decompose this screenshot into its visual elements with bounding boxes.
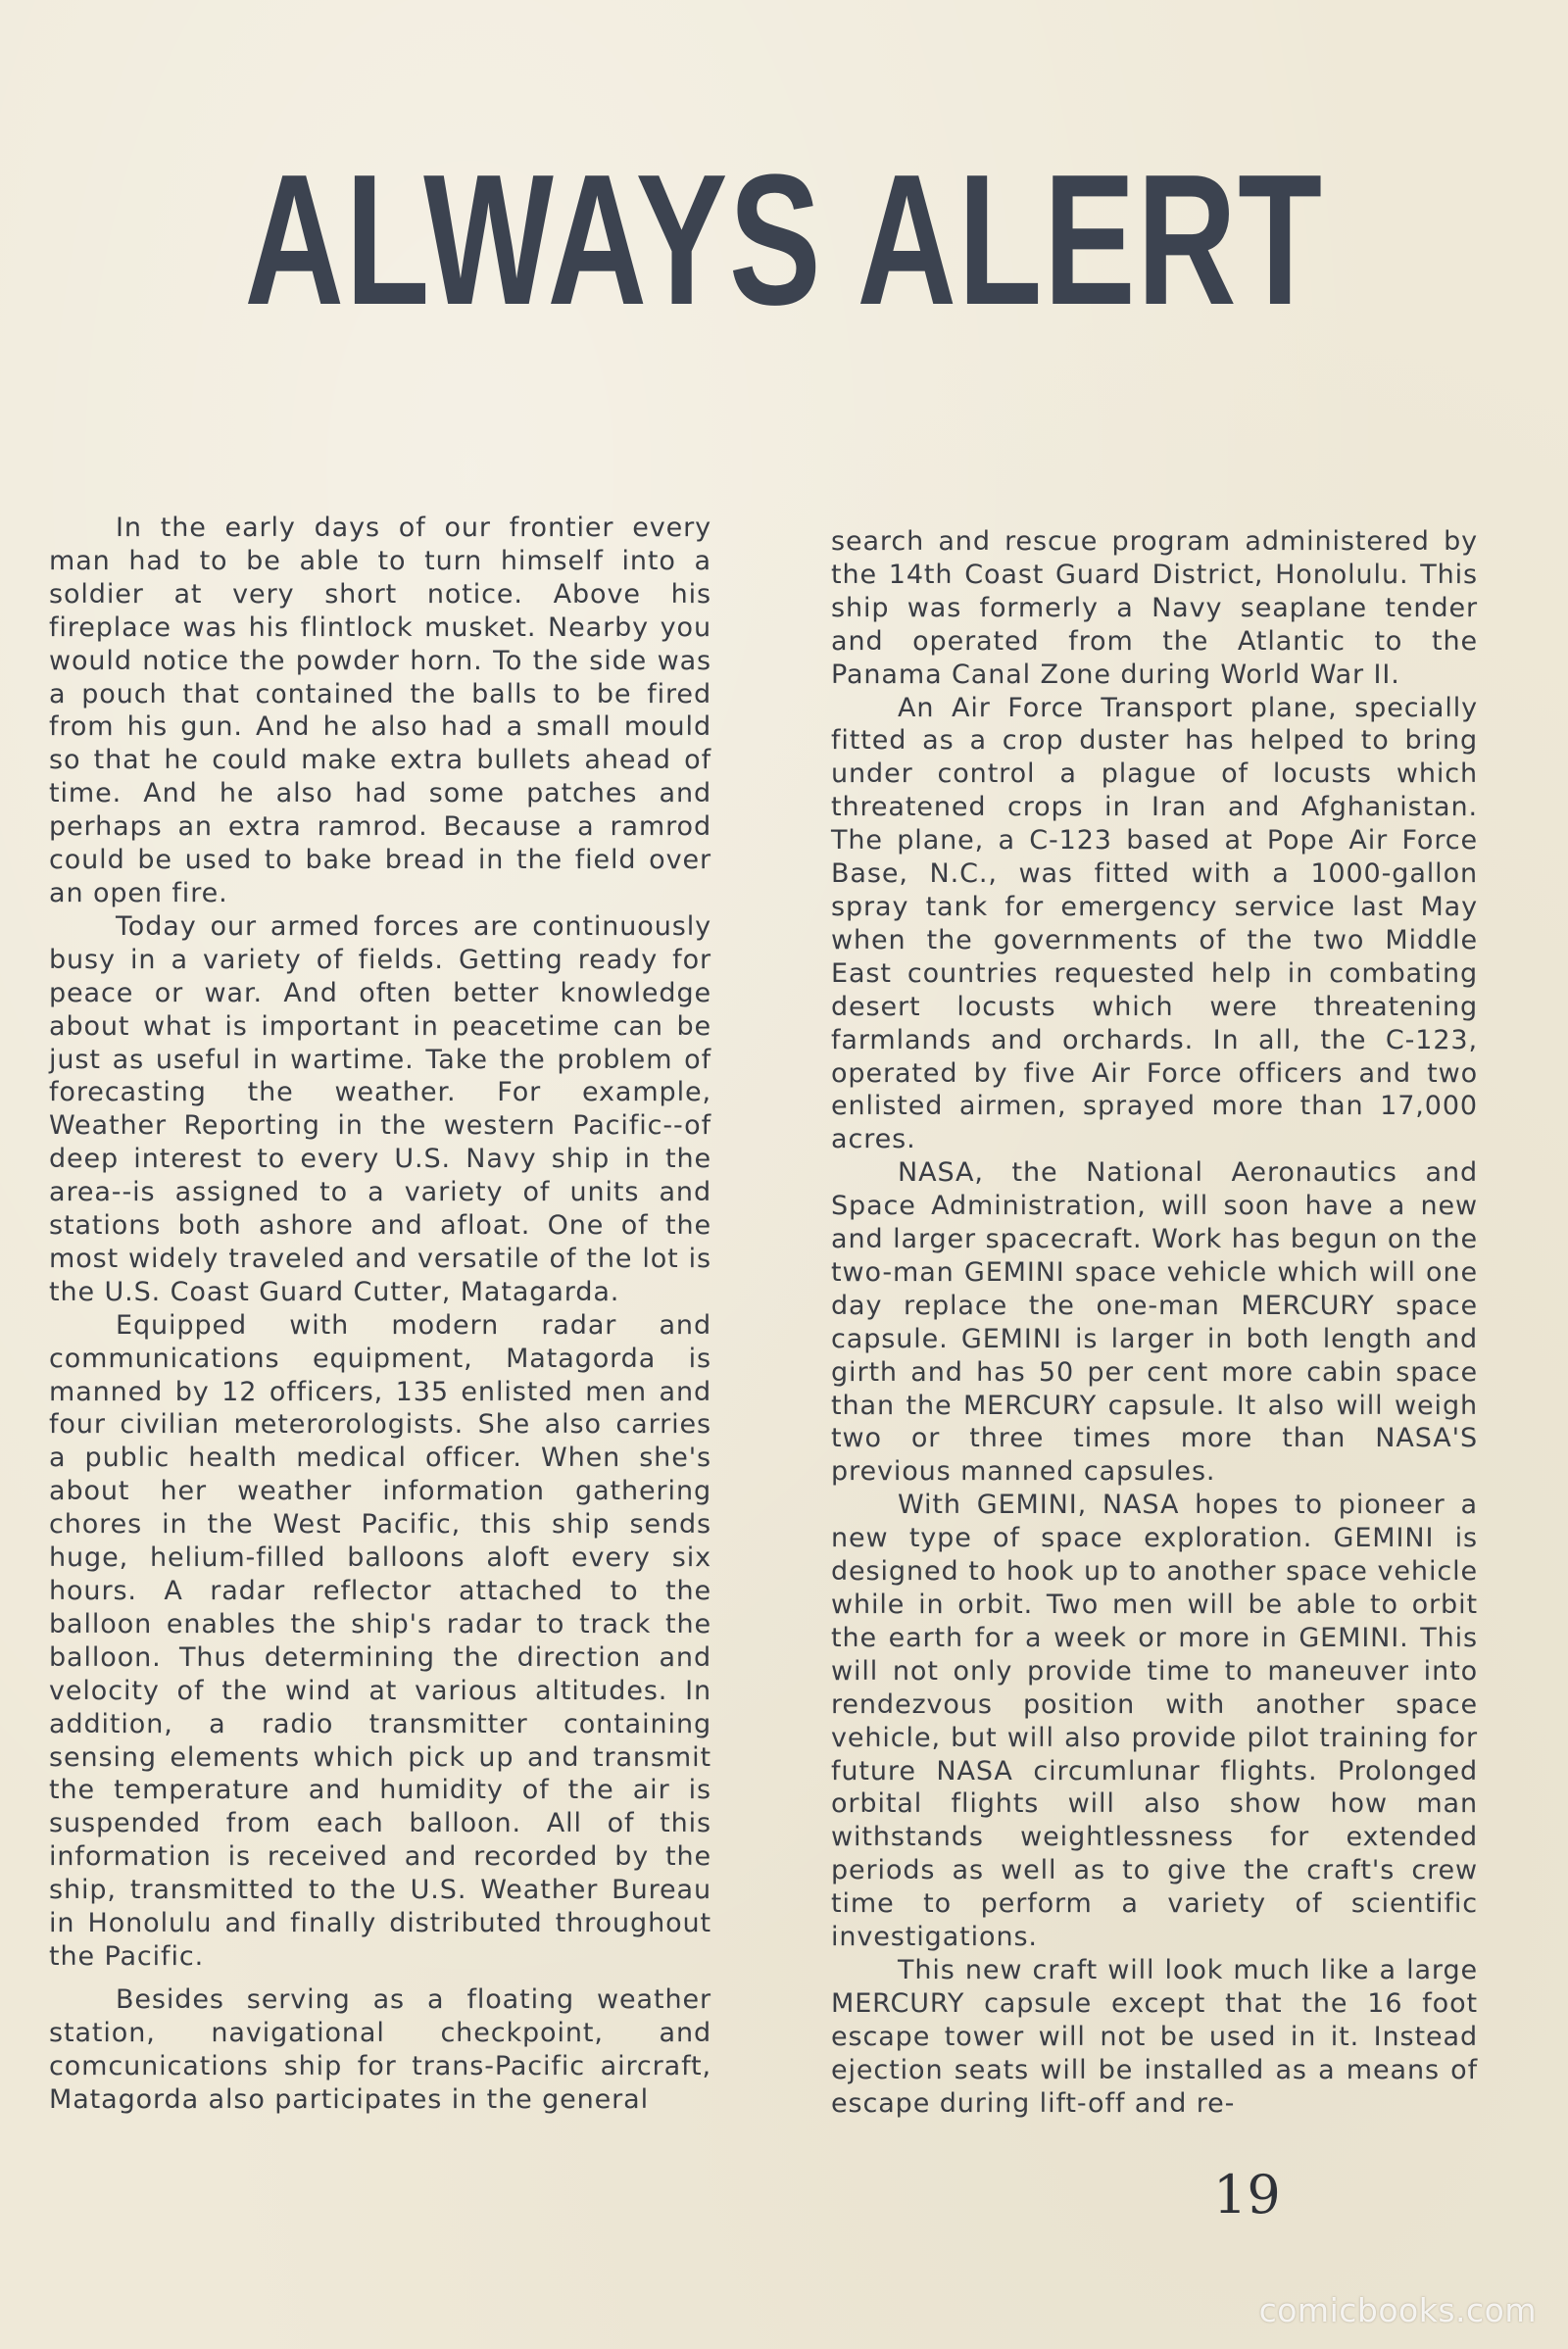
- page-number: 19: [1213, 2164, 1281, 2226]
- paragraph: Equipped with modern radar and communications equipment, Matagorda is manned by 12 officers, 135 enlisted men and four civilian meterorologists. She also carries a public health medical officer. When she's about her weather information gathering chores in the West Pacific, this ship sends huge, helium-filled balloons aloft every six hours. A radar reflector attached to the balloon enables the ship's radar to track the balloon. Thus determining the direction and velocity of the wind at various altitudes. In addition, a radio transmitter containing sensing elements which pick up and transmit the temperature and humidity of the air is suspended from each balloon. All of this information is received and recorded by the ship, transmitted to the U.S. Weather Bureau in Honolulu and finally distributed throughout the Pacific.: [49, 1309, 711, 1972]
- paragraph: Today our armed forces are continuously busy in a variety of fields. Getting ready for peace or war. And often better knowledge about what is important in peacetime can be just as useful in wartime. Take the problem of forecasting the weather. For example, Weather Reporting in the western Pacific--of deep interest to every U.S. Navy ship in the area--is assigned to a variety of units and stations both ashore and afloat. One of the most widely traveled and versatile of the lot is the U.S. Coast Guard Cutter, Matagarda.: [49, 910, 711, 1307]
- paragraph: With GEMINI, NASA hopes to pioneer a new type of space exploration. GEMINI is designed to hook up to another space vehicle while in orbit. Two men will be able to orbit the earth for a week or more in GEMINI. This will not only provide time to maneuver into rendezvous position with another space vehicle, but will also provide pilot training for future NASA circumlunar flights. Prolonged orbital flights will also show how man withstands weightlessness for extended periods as well as to give the craft's crew time to perform a variety of scientific investigations.: [831, 1490, 1478, 1953]
- paragraph: NASA, the National Aeronautics and Space Administration, will soon have a new and larger spacecraft. Work has begun on the two-man GEMINI space vehicle which will one day replace the one-man MERCURY space capsule. GEMINI is larger in both length and girth and has 50 per cent more cabin space than the MERCURY capsule. It also will weigh two or three times more than NASA'S previous manned capsules.: [831, 1157, 1478, 1488]
- article-title: ALWAYS ALERT: [244, 136, 1324, 344]
- paragraph: This new craft will look much like a large MERCURY capsule except that the 16 foot escape tower will not be used in it. Instead ejection seats will be installed as a means of escape during lift-off and re-: [831, 1954, 1478, 2119]
- watermark: comicbooks.com: [1258, 2291, 1537, 2329]
- paragraph: Besides serving as a floating weather station, navigational checkpoint, and comcunications ship for trans-Pacific aircraft, Matagorda also participates in the general: [49, 1983, 711, 2115]
- paragraph: An Air Force Transport plane, specially fitted as a crop duster has helped to bring under control a plague of locusts which threatened crops in Iran and Afghanistan. The plane, a C-123 based at Pope Air Force Base, N.C., was fitted with a 1000-gallon spray tank for emergency service last May when the governments of the two Middle East countries requested help in combating desert locusts which were threatening farmlands and orchards. In all, the C-123, operated by five Air Force officers and two enlisted airmen, sprayed more than 17,000 acres.: [831, 692, 1478, 1155]
- paragraph: In the early days of our frontier every man had to be able to turn himself into a soldier at very short notice. Above his fireplace was his flintlock musket. Nearby you would notice the powder horn. To the side was a pouch that contained the balls to be fired from his gun. And he also had a small mould so that he could make extra bullets ahead of time. And he also had some patches and perhaps an extra ramrod. Because a ramrod could be used to bake bread in the field over an open fire.: [49, 513, 711, 908]
- right-column: [831, 525, 1478, 2121]
- paragraph: search and rescue program administered by the 14th Coast Guard District, Honolulu. This ship was formerly a Navy seaplane tender and operated from the Atlantic to the Panama Canal Zone during World War II.: [831, 526, 1478, 690]
- left-column: [49, 512, 711, 2117]
